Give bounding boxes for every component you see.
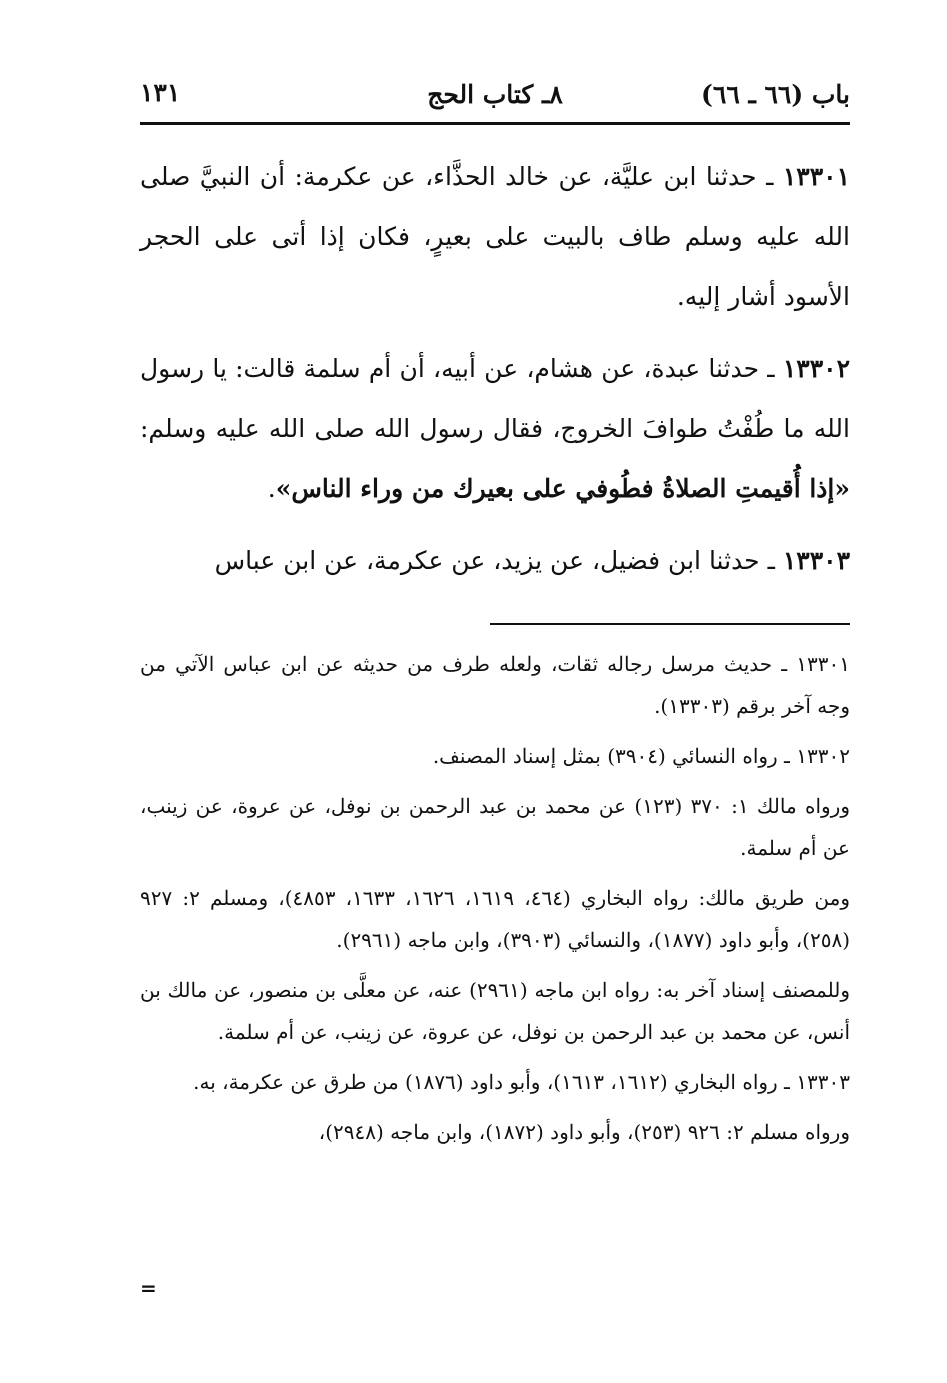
- hadith-number: ١٣٣٠٢: [782, 354, 850, 383]
- footnote: ورواه مالك ١: ٣٧٠ (١٢٣) عن محمد بن عبد الرحمن بن نوفل، عن عروة، عن زينب، عن أم سلمة.: [140, 794, 850, 860]
- main-text: [140, 147, 850, 591]
- chapter-reference: باب (٦٦ ـ ٦٦): [701, 80, 850, 109]
- hadith-paragraph: [140, 531, 850, 591]
- footnote: وللمصنف إسناد آخر به: رواه ابن ماجه (٢٩٦١) عنه، عن معلَّى بن منصور، عن مالك بن أنس، عن محمد بن عبد الرحمن بن نوفل، عن عروة، عن زينب، عن أم سلمة.: [140, 978, 850, 1044]
- hadith-text: ـ حدثنا عبدة، عن هشام، عن أبيه، أن أم سلمة قالت: يا رسول الله ما طُفْتُ طوافَ الخروج، فقال رسول الله صلى الله عليه وسلم:: [140, 354, 850, 443]
- book-page: [140, 70, 850, 1310]
- hadith-text-tail: .: [267, 474, 276, 503]
- header-divider: [140, 122, 850, 125]
- hadith-paragraph: [140, 339, 850, 519]
- footnote: ورواه مسلم ٢: ٩٢٦ (٢٥٣)، وأبو داود (١٨٧٢)، وابن ماجه (٢٩٤٨)،: [318, 1120, 850, 1144]
- book-title: ٨ـ كتاب الحج: [427, 80, 563, 109]
- continuation-mark: =: [140, 1276, 157, 1300]
- footnote-divider: [490, 623, 850, 625]
- hadith-text: ـ حدثنا ابن فضيل، عن يزيد، عن عكرمة، عن ابن عباس: [214, 546, 783, 575]
- hadith-number: ١٣٣٠٣: [782, 546, 850, 575]
- hadith-number: ١٣٣٠١: [782, 162, 850, 191]
- footnote: ١٣٣٠١ ـ حديث مرسل رجاله ثقات، ولعله طرف من حديثه عن ابن عباس الآتي من وجه آخر برقم (١٣٣٠٣).: [140, 652, 850, 718]
- prophetic-quote: «إذا أُقيمتِ الصلاةُ فطُوفي على بعيرك من وراء الناس»: [275, 474, 850, 503]
- page-number: ١٣١: [140, 78, 181, 107]
- footnote: ومن طريق مالك: رواه البخاري (٤٦٤، ١٦١٩، ١٦٢٦، ١٦٣٣، ٤٨٥٣)، ومسلم ٢: ٩٢٧ (٢٥٨)، وأبو داود (١٨٧٧)، والنسائي (٣٩٠٣)، وابن ماجه (٢٩٦١).: [140, 886, 850, 952]
- footnotes: [140, 643, 850, 1153]
- footnote: ١٣٣٠٣ ـ رواه البخاري (١٦١٢، ١٦١٣)، وأبو داود (١٨٧٦) من طرق عن عكرمة، به.: [193, 1070, 850, 1094]
- footnote: ١٣٣٠٢ ـ رواه النسائي (٣٩٠٤) بمثل إسناد المصنف.: [432, 744, 850, 768]
- running-head: [140, 70, 850, 118]
- hadith-text: ـ حدثنا ابن عليَّة، عن خالد الحذَّاء، عن عكرمة: أن النبيَّ صلى الله عليه وسلم طاف بالبيت على بعيرٍ، فكان إذا أتى على الحجر الأسود أشار إليه.: [140, 162, 850, 311]
- hadith-paragraph: [140, 147, 850, 327]
